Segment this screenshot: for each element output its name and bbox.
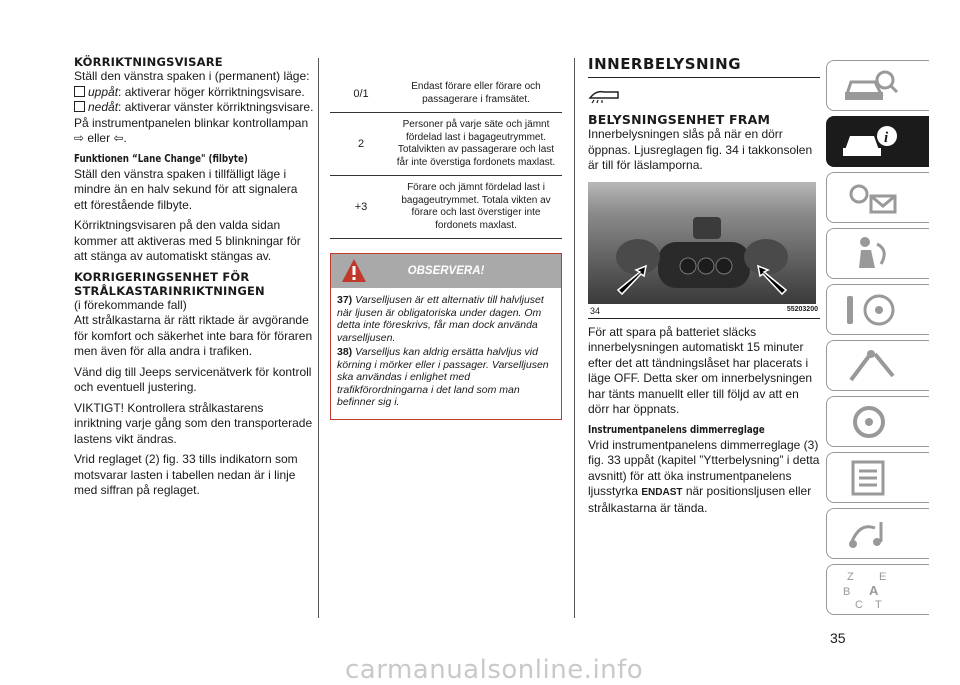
tab-index[interactable] [826, 564, 929, 615]
note-number: 37) [337, 294, 353, 306]
heading-korriktningsvisare: KÖRRIKTNINGSVISARE [74, 55, 223, 69]
list-item-down [74, 100, 314, 116]
list-item-up [74, 85, 314, 101]
steering-icon [841, 290, 901, 330]
multimedia-icon [841, 514, 901, 554]
tab-emergency[interactable] [826, 340, 929, 391]
paragraph: För att spara på batteriet släcks innerbelysningen automatiskt 15 minuter efter det att tändningslåset har placerats i läge OFF. Detta sker om innerbelysningen har tänts manuellt eller till följd av att en dörr har öppnats. [588, 324, 813, 416]
tab-warning-lights[interactable] [826, 172, 929, 223]
heading-belysningsenhet: BELYSNINGSENHET FRAM [588, 112, 771, 127]
text: när positionsljusen eller strålkastarna är tända. [588, 484, 812, 515]
checkbox-icon [74, 86, 85, 97]
arrow-left-icon: ⇦ [113, 131, 124, 145]
term: uppåt [88, 84, 119, 99]
paragraph: VIKTIGT! Kontrollera strålkastarens inriktning varje gång som den transporterade lastens vikt ändras. [74, 400, 313, 446]
maintenance-icon [841, 402, 901, 442]
note-text: Varselljus kan aldrig ersätta halvljus vid körning i mörker eller i passager. Varselljusen ska användas i enlighet med trafikförordningarna i det land som man befinner sig i. [337, 346, 549, 408]
note-title: OBSERVERA! [407, 265, 485, 277]
tab-driving[interactable] [826, 284, 929, 335]
table-row [330, 113, 562, 176]
table-cell-position: +3 [354, 201, 368, 213]
emphasis: ENDAST [641, 487, 683, 498]
table-cell-description: Personer på varje säte och jämnt fördelad last i bagageutrymmet. Totalvikten av passagerare och last får inte överstiga fordonets maxlast. [396, 119, 556, 168]
paragraph: Körriktningsvisaren på den valda sidan kommer att aktiveras med 5 blinkningar för att stänga av automatiskt stängas av. [74, 218, 301, 263]
car-inspect-icon [841, 66, 901, 106]
column-left [74, 55, 314, 504]
term: nedåt [88, 100, 119, 114]
note-item [337, 294, 555, 344]
column-divider [318, 58, 319, 618]
watermark: carmanualsonline.info [345, 655, 644, 685]
text: På instrumentpanelen blinkar kontrollampan [74, 115, 309, 130]
note-text: Varselljusen är ett alternativ till halvljuset när ljusen är obligatoriska under dagen. Om detta inte föreskrivs, får man dock använda varselljusen. [337, 294, 544, 344]
tab-car-info[interactable] [826, 116, 929, 167]
svg-text:E: E [879, 571, 887, 583]
tab-specs[interactable] [826, 452, 929, 503]
warning-triangle-icon [341, 258, 367, 284]
paragraph: Att strålkastarna är rätt riktade är avgörande för komfort och säkerhet inte bara för föraren men även för alla andra i trafiken. [74, 313, 313, 358]
paragraph [588, 438, 820, 517]
table-cell-description: Endast förare eller förare och passagerare i framsätet. [411, 81, 541, 105]
heading-korrigeringsenhet: KORRIGERINGSENHET FÖR [74, 269, 250, 284]
table-row [330, 75, 562, 113]
table-cell-position: 2 [357, 138, 365, 150]
interior-light-icon [588, 84, 622, 104]
figure-caption [588, 304, 820, 319]
svg-text:A: A [869, 583, 879, 598]
paragraph: Innerbelysningen slås på när en dörr öppnas. Ljusreglagen fig. 34 i takkonsolen är till för läslamporna. [588, 127, 813, 172]
column-right [588, 55, 820, 521]
paragraph: På instrumentpanelen blinkar kontrollampan ⇨ eller ⇦. [74, 115, 309, 145]
table-row [330, 176, 562, 239]
heading-stralkastar: STRÅLKASTARINRIKTNINGEN [74, 283, 265, 298]
subheading-lane-change: Funktionen “Lane Change" (filbyte) [74, 152, 248, 165]
airbag-icon [841, 234, 901, 274]
heading-innerbelysning: INNERBELYSNING [588, 55, 820, 78]
load-table [330, 75, 562, 239]
arrow-right-icon: ⇨ [74, 131, 85, 145]
specs-icon [841, 458, 901, 498]
svg-text:Z: Z [847, 571, 854, 583]
note-box [330, 253, 562, 420]
tools-icon [841, 346, 901, 386]
note-number: 38) [337, 346, 353, 358]
tab-maintenance[interactable] [826, 396, 929, 447]
paragraph: Vrid reglaget (2) fig. 33 tills indikatorn som motsvarar lasten i tabellen nedan är i linje med siffran på reglaget. [74, 452, 298, 497]
figure-number: 34 [590, 305, 601, 316]
note-header [331, 254, 561, 288]
tab-car-inspect[interactable] [826, 60, 929, 111]
page-number: 35 [830, 630, 846, 646]
checkbox-icon [74, 101, 85, 112]
paragraph: (i förekommande fall) [74, 297, 187, 312]
note-item [337, 346, 555, 409]
paragraph: Ställ den vänstra spaken i tillfälligt läge i mindre än en halv sekund för att signalera ett förestående filbyte. [74, 166, 298, 212]
svg-text:B: B [843, 586, 851, 598]
subheading-dimmer: Instrumentpanelens dimmerreglage [588, 423, 765, 436]
list-item-text: : aktiverar vänster körriktningsvisare. [118, 100, 314, 114]
overhead-console-image [588, 182, 816, 304]
column-divider [574, 58, 575, 618]
text: eller [87, 131, 111, 145]
note-body [331, 288, 561, 419]
tab-multimedia[interactable] [826, 508, 929, 559]
svg-text:i: i [884, 130, 889, 146]
tab-safety[interactable] [826, 228, 929, 279]
table-cell-description: Förare och jämnt fördelad last i bagageutrymmet. Totala vikten av förare och last överstiger inte fordonets maxlast. [401, 182, 551, 231]
index-icon [841, 568, 901, 612]
paragraph: Vänd dig till Jeeps servicenätverk för kontroll och eventuell justering. [74, 364, 312, 394]
table-cell-position: 0/1 [353, 87, 369, 100]
warning-light-icon [841, 178, 901, 218]
column-middle [330, 75, 562, 420]
paragraph: Ställ den vänstra spaken i (permanent) läge: [74, 69, 310, 83]
text: Vrid instrumentpanelens dimmerreglage (3) fig. 33 uppåt (kapitel ”Ytterbelysning” i detta avsnitt) för att öka instrumentpanelens ljusstyrka [588, 437, 820, 498]
car-info-icon [841, 122, 901, 162]
figure-code: 55203200 [786, 305, 818, 313]
svg-text:T: T [875, 599, 882, 611]
overhead-console-illustration [588, 182, 816, 304]
svg-text:C: C [855, 599, 863, 611]
list-item-text: : aktiverar höger körriktningsvisare. [118, 84, 305, 99]
